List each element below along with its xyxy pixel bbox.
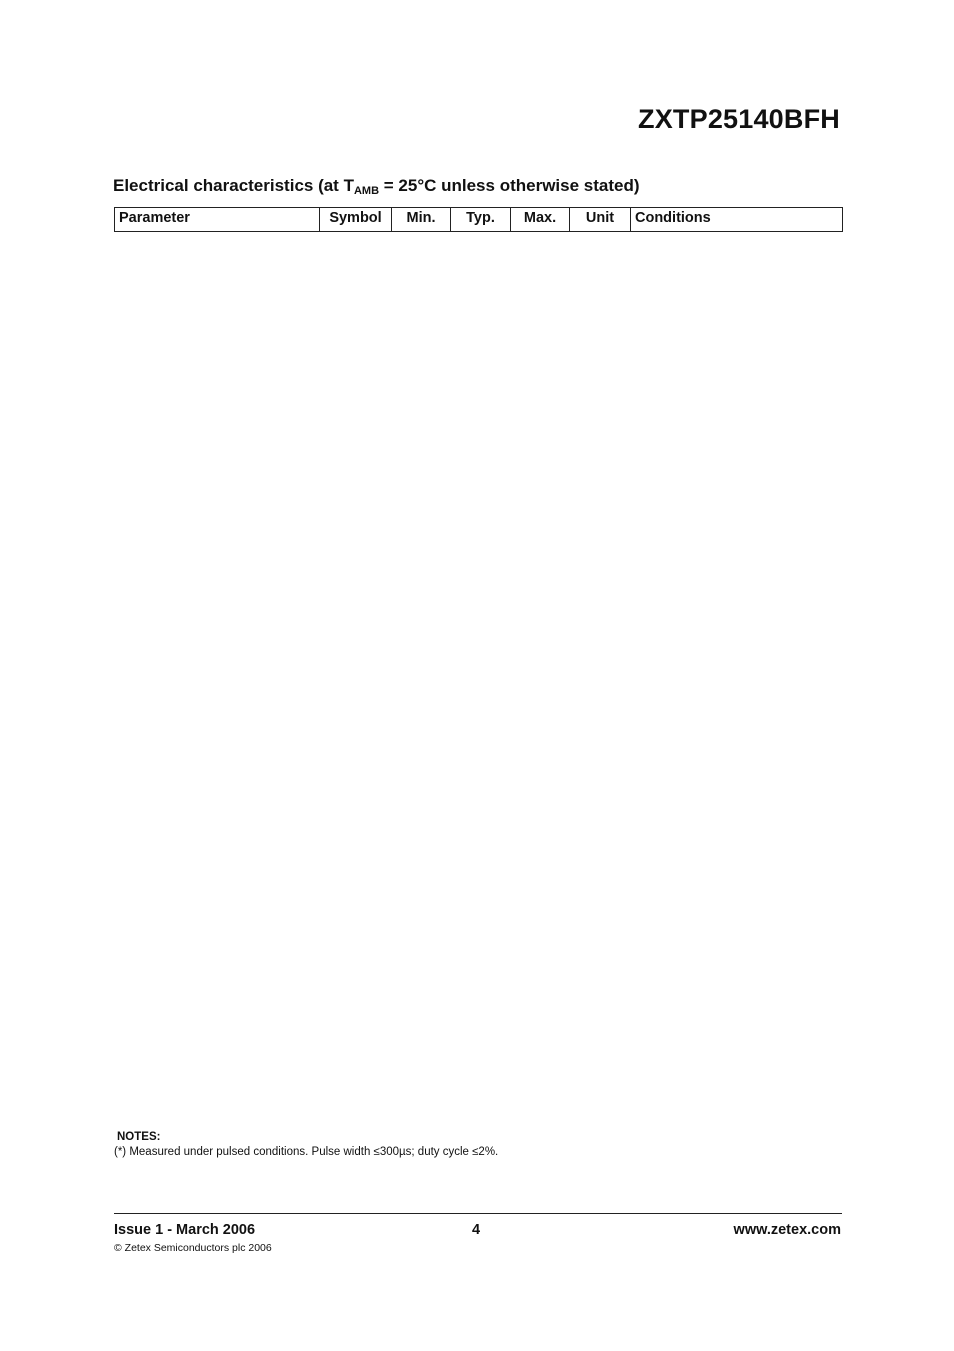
footer-rule: [114, 1213, 842, 1214]
footer-website[interactable]: www.zetex.com: [733, 1222, 841, 1238]
column-header: Typ.: [451, 208, 511, 232]
column-header: Unit: [570, 208, 631, 232]
section-title: [113, 176, 640, 197]
column-header: Min.: [392, 208, 451, 232]
section-title-sub: AMB: [353, 185, 380, 197]
column-header: Conditions: [631, 208, 843, 232]
footer-page-number: 4: [472, 1222, 481, 1238]
footer-issue: Issue 1 - March 2006: [114, 1222, 256, 1238]
footer-copyright: © Zetex Semiconductors plc 2006: [114, 1242, 272, 1254]
column-header: Parameter: [115, 208, 320, 232]
notes-heading: NOTES:: [117, 1131, 161, 1143]
section-title-a: Electrical characteristics (at T: [113, 176, 354, 195]
column-header: Symbol: [320, 208, 392, 232]
section-title-b: = 25°C unless otherwise stated): [379, 176, 640, 195]
part-number: ZXTP25140BFH: [638, 104, 840, 134]
notes-text: (*) Measured under pulsed conditions. Pulse width ≤300µs; duty cycle ≤2%.: [114, 1146, 499, 1158]
table-header-row: [115, 208, 843, 232]
column-header: Max.: [511, 208, 570, 232]
electrical-characteristics-table: [114, 207, 843, 232]
